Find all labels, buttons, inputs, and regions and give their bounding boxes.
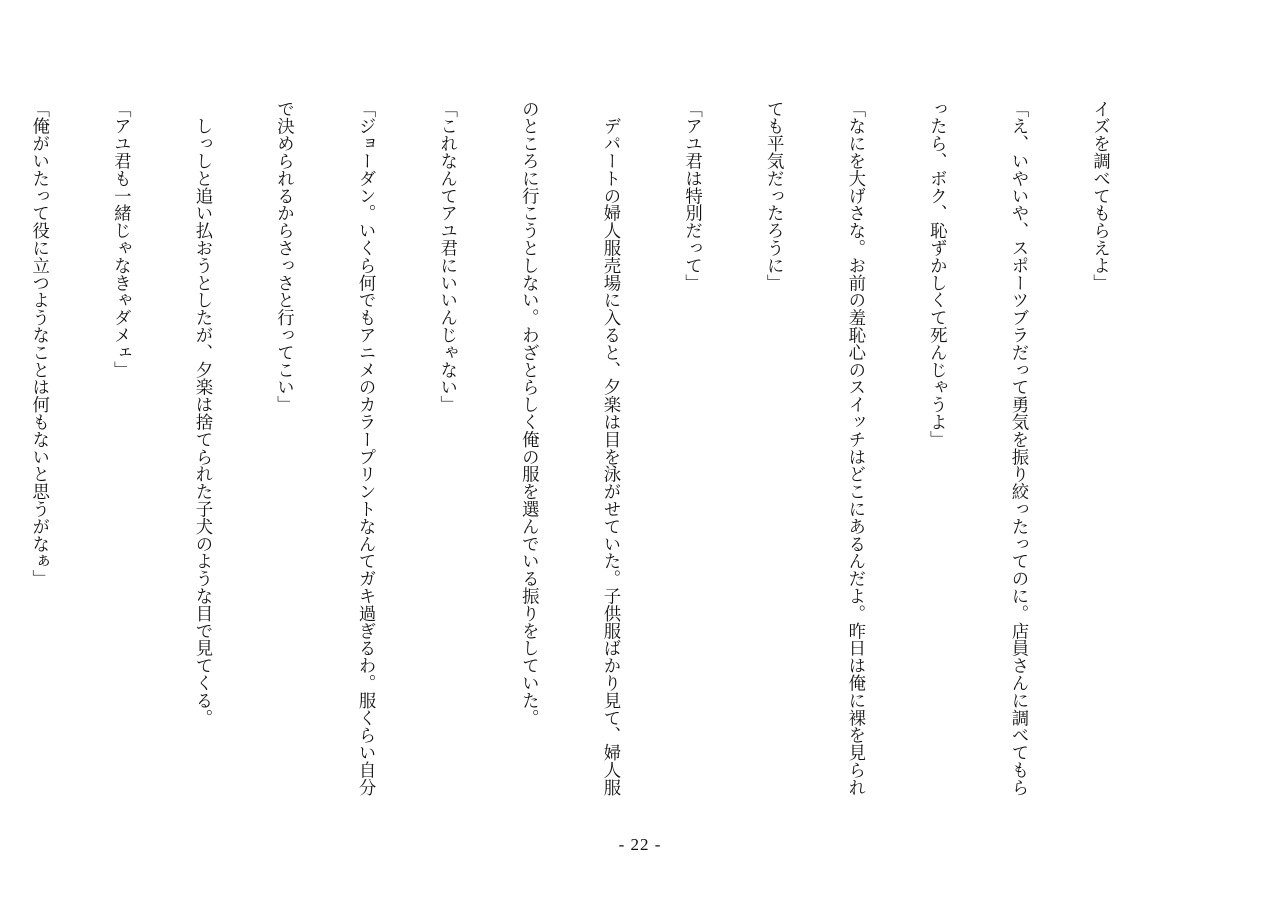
text-line: 「え、いやいや、スポーツブラだって勇気を振り絞ったってのに。店員さんに調べてもら	[1008, 100, 1029, 796]
text-line: 「なにを大げさな。お前の羞恥心のスイッチはどこにあるんだよ。昨日は俺に裸を見られ	[845, 100, 866, 796]
text-line: デパートの婦人服売場に入ると、夕楽は目を泳がせていた。子供服ばかり見て、婦人服	[600, 100, 621, 796]
body-text	[0, 100, 1168, 800]
text-line: しっしと追い払おうとしたが、夕楽は捨てられた子犬のような目で見てくる。	[192, 100, 213, 727]
text-line: ても平気だったろうに」	[764, 100, 785, 292]
text-line: 「これなんてアユ君にいいんじゃない」	[437, 100, 458, 414]
text-line: で決められるからさっさと行ってこい」	[274, 100, 295, 414]
text-line: 「アユ君は特別だって」	[682, 100, 703, 292]
page-number: - 22 -	[618, 835, 662, 854]
text-line: のところに行こうとしない。わざとらしく俺の服を選んでいる振りをしていた。	[519, 100, 540, 727]
text-line: イズを調べてもらえよ」	[1090, 100, 1111, 292]
text-line: 「俺がいたって役に立つようなことは何もないと思うがなぁ」	[29, 100, 50, 588]
text-line: ったら、ボク、恥ずかしくて死んじゃうよ」	[927, 100, 948, 448]
text-line: 「アユ君も一緒じゃなきゃダメェ」	[111, 100, 132, 379]
text-line: 「ジョーダン。いくら何でもアニメのカラープリントなんてガキ過ぎるわ。服くらい自分	[356, 100, 377, 796]
